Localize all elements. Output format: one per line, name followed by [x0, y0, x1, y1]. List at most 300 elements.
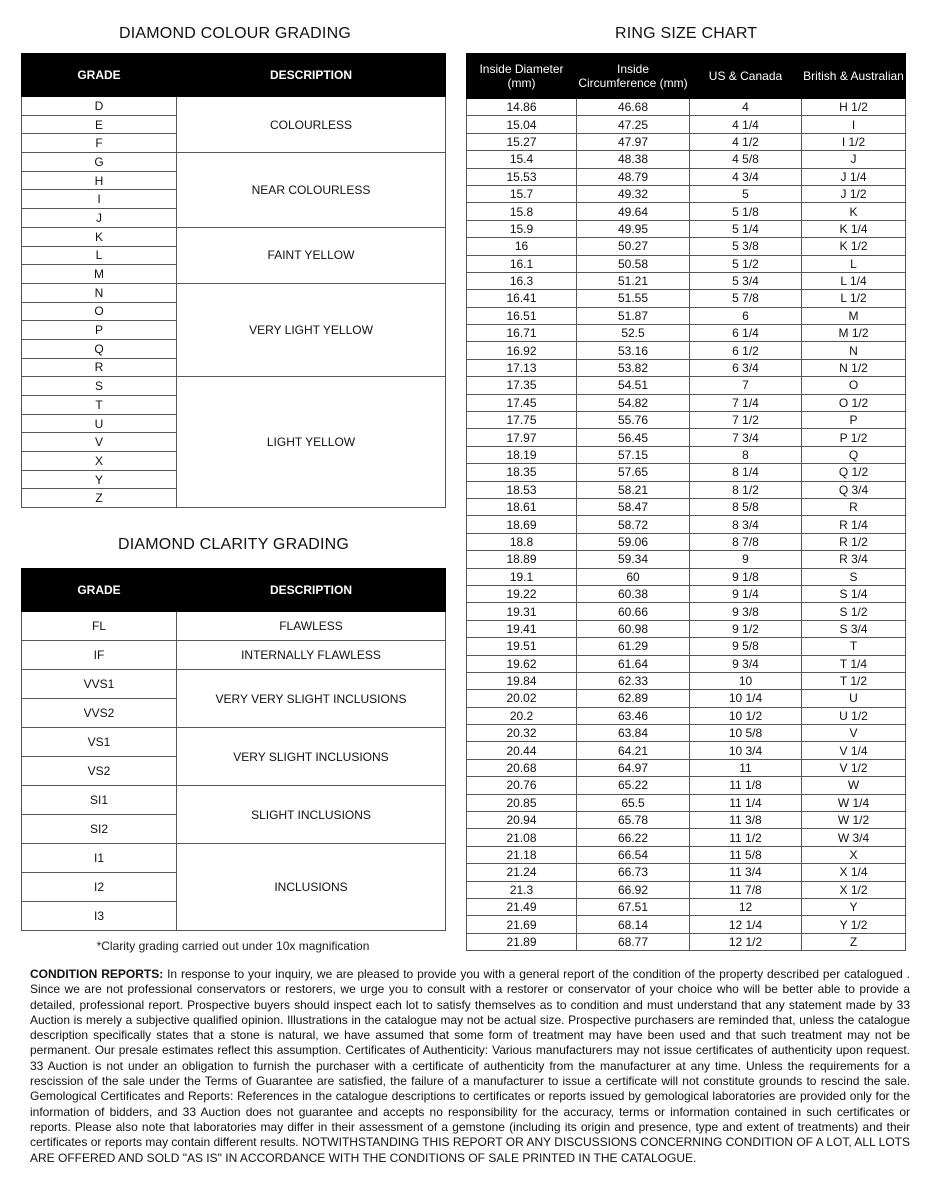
- colour-row: [22, 227, 446, 246]
- ring-us-canada-cell: 10 1/2: [690, 707, 802, 724]
- ring-diameter-cell: 16.51: [467, 307, 577, 324]
- ring-us-canada-cell: 8 3/4: [690, 516, 802, 533]
- colour-row: [22, 377, 446, 396]
- ring-us-canada-cell: 8 7/8: [690, 533, 802, 550]
- ring-us-canada-cell: 5 3/4: [690, 272, 802, 289]
- ring-us-canada-cell: 11 1/2: [690, 829, 802, 846]
- ring-british-australian-cell: K 1/4: [802, 220, 906, 237]
- ring-size-chart-title: RING SIZE CHART: [615, 25, 758, 42]
- ring-circumference-cell: 47.97: [577, 133, 690, 150]
- ring-diameter-cell: 16.41: [467, 290, 577, 307]
- ring-us-canada-cell: 9 1/8: [690, 568, 802, 585]
- colour-grade-cell: R: [22, 358, 177, 377]
- ring-diameter-cell: 15.4: [467, 151, 577, 168]
- colour-description-cell: NEAR COLOURLESS: [177, 153, 446, 228]
- clarity-footnote: *Clarity grading carried out under 10x magnification: [96, 939, 370, 953]
- ring-circumference-cell: 54.82: [577, 394, 690, 411]
- ring-circumference-cell: 60.38: [577, 585, 690, 602]
- ring-size-row: [467, 272, 906, 289]
- ring-us-canada-cell: 11 7/8: [690, 881, 802, 898]
- clarity-row: [22, 844, 446, 873]
- ring-circumference-cell: 68.77: [577, 933, 690, 950]
- ring-size-row: [467, 725, 906, 742]
- ring-circumference-cell: 65.78: [577, 812, 690, 829]
- ring-us-canada-cell: 10 3/4: [690, 742, 802, 759]
- clarity-grade-cell: I2: [22, 873, 177, 902]
- ring-size-row: [467, 551, 906, 568]
- ring-size-row: [467, 759, 906, 776]
- ring-diameter-cell: 19.1: [467, 568, 577, 585]
- ring-diameter-cell: 21.69: [467, 916, 577, 933]
- ring-diameter-cell: 16.71: [467, 325, 577, 342]
- ring-british-australian-cell: P: [802, 412, 906, 429]
- ring-us-canada-cell: 6 1/2: [690, 342, 802, 359]
- ring-british-australian-cell: T: [802, 638, 906, 655]
- clarity-description-cell: SLIGHT INCLUSIONS: [177, 786, 446, 844]
- colour-grade-cell: E: [22, 115, 177, 134]
- ring-size-row: [467, 603, 906, 620]
- ring-diameter-cell: 15.27: [467, 133, 577, 150]
- ring-size-row: [467, 151, 906, 168]
- condition-reports-text: In response to your inquiry, we are pleased to provide you with a general report of the condition of the property described per catalogued . Since we are not professional conservators or restorers, we urge you to consult with a restorer or conservator of your choice who will be better able to provide a detailed, professional report. Prospective buyers should inspect each lot to satisfy themselves as to condition and must understand that any statement made by 33 Auction is merely a subjective qualified opinion. Illustrations in the catalogue may not be actual size. Prospective purchasers are reminded that, unless the catalogue description specifically states that a stone is natural, we have assumed that some form of treatment may have been used and that such treatment may not be permanent. Our presale estimates reflect this assumption. Certificates of Authenticity: Various manufacturers may not issue certificates of authenticity upon request. 33 Auction is not under an obligation to furnish the purchaser with a certificate of authenticity from the manufacturer at any time. Unless the requirements for a rescission of the sale under the Terms of Guarantee are satisfied, the failure of a manufacturer to issue a certificate will not constitute grounds to rescind the sale. Gemological Certificates and Reports: References in the catalogue descriptions to certificates or reports issued by gemological laboratories are provided only for the information of bidders, and 33 Auction does not guarantee and accepts no responsibility for the accuracy, terms or information contained in such certificates or reports. Please also note that laboratories may differ in their assessment of a gemstone (including its origin and presence, type and extent of treatments) and their certificates or reports may contain different results. NOTWITHSTANDING THIS REPORT OR ANY DISCUSSIONS CONCERNING CONDITION OF A LOT, ALL LOTS ARE OFFERED AND SOLD "AS IS" IN ACCORDANCE WITH THE CONDITIONS OF SALE PRINTED IN THE CATALOGUE.: [30, 967, 911, 1165]
- ring-circumference-cell: 65.22: [577, 777, 690, 794]
- ring-british-australian-cell: J 1/4: [802, 168, 906, 185]
- clarity-grade-cell: FL: [22, 612, 177, 641]
- ring-diameter-cell: 17.75: [467, 412, 577, 429]
- clarity-description-cell: INCLUSIONS: [177, 844, 446, 931]
- ring-british-australian-cell: Q 1/2: [802, 464, 906, 481]
- ring-diameter-cell: 20.85: [467, 794, 577, 811]
- ring-us-canada-cell: 11 1/8: [690, 777, 802, 794]
- ring-diameter-cell: 19.41: [467, 620, 577, 637]
- colour-description-cell: LIGHT YELLOW: [177, 377, 446, 508]
- ring-size-row: [467, 742, 906, 759]
- ring-size-table: [466, 53, 906, 951]
- ring-us-canada-cell: 7: [690, 377, 802, 394]
- colour-grade-cell: O: [22, 302, 177, 321]
- ring-circumference-cell: 53.16: [577, 342, 690, 359]
- ring-size-row: [467, 620, 906, 637]
- ring-diameter-cell: 15.53: [467, 168, 577, 185]
- ring-british-australian-cell: R: [802, 498, 906, 515]
- clarity-grade-cell: I3: [22, 902, 177, 931]
- ring-british-australian-cell: V 1/2: [802, 759, 906, 776]
- ring-diameter-cell: 17.97: [467, 429, 577, 446]
- ring-diameter-cell: 18.53: [467, 481, 577, 498]
- ring-diameter-cell: 14.86: [467, 99, 577, 116]
- ring-us-canada-cell: 6: [690, 307, 802, 324]
- ring-us-canada-cell: 7 1/2: [690, 412, 802, 429]
- ring-diameter-cell: 20.44: [467, 742, 577, 759]
- ring-header-us-canada: US & Canada: [690, 54, 802, 99]
- ring-british-australian-cell: L 1/4: [802, 272, 906, 289]
- ring-us-canada-cell: 10 5/8: [690, 725, 802, 742]
- ring-british-australian-cell: L: [802, 255, 906, 272]
- ring-size-row: [467, 707, 906, 724]
- colour-grading-table: [21, 53, 446, 508]
- ring-us-canada-cell: 8: [690, 446, 802, 463]
- ring-circumference-cell: 66.22: [577, 829, 690, 846]
- ring-diameter-cell: 20.32: [467, 725, 577, 742]
- colour-grade-cell: X: [22, 452, 177, 471]
- ring-size-row: [467, 585, 906, 602]
- ring-diameter-cell: 20.2: [467, 707, 577, 724]
- ring-size-row: [467, 446, 906, 463]
- clarity-header-description: DESCRIPTION: [177, 569, 446, 612]
- ring-size-row: [467, 829, 906, 846]
- ring-british-australian-cell: W 1/2: [802, 812, 906, 829]
- ring-diameter-cell: 19.84: [467, 672, 577, 689]
- colour-row: [22, 283, 446, 302]
- ring-circumference-cell: 54.51: [577, 377, 690, 394]
- ring-british-australian-cell: T 1/2: [802, 672, 906, 689]
- ring-size-row: [467, 794, 906, 811]
- colour-description-cell: COLOURLESS: [177, 97, 446, 153]
- ring-circumference-cell: 51.21: [577, 272, 690, 289]
- ring-us-canada-cell: 11 3/4: [690, 864, 802, 881]
- ring-british-australian-cell: V 1/4: [802, 742, 906, 759]
- clarity-description-cell: INTERNALLY FLAWLESS: [177, 641, 446, 670]
- ring-british-australian-cell: J 1/2: [802, 185, 906, 202]
- clarity-grading-table: [21, 568, 446, 931]
- ring-british-australian-cell: Q: [802, 446, 906, 463]
- ring-british-australian-cell: U: [802, 690, 906, 707]
- ring-size-row: [467, 638, 906, 655]
- ring-size-row: [467, 481, 906, 498]
- ring-circumference-cell: 49.64: [577, 203, 690, 220]
- ring-british-australian-cell: T 1/4: [802, 655, 906, 672]
- ring-diameter-cell: 17.35: [467, 377, 577, 394]
- colour-header-grade: GRADE: [22, 54, 177, 97]
- ring-us-canada-cell: 5 7/8: [690, 290, 802, 307]
- ring-us-canada-cell: 4: [690, 99, 802, 116]
- ring-diameter-cell: 19.51: [467, 638, 577, 655]
- ring-circumference-cell: 61.64: [577, 655, 690, 672]
- ring-circumference-cell: 58.72: [577, 516, 690, 533]
- ring-circumference-cell: 57.15: [577, 446, 690, 463]
- ring-us-canada-cell: 8 1/2: [690, 481, 802, 498]
- ring-diameter-cell: 20.76: [467, 777, 577, 794]
- ring-us-canada-cell: 9 3/8: [690, 603, 802, 620]
- ring-diameter-cell: 16.92: [467, 342, 577, 359]
- ring-diameter-cell: 16.3: [467, 272, 577, 289]
- condition-reports-label: CONDITION REPORTS:: [30, 967, 164, 981]
- clarity-grade-cell: VS1: [22, 728, 177, 757]
- ring-british-australian-cell: J: [802, 151, 906, 168]
- ring-size-row: [467, 203, 906, 220]
- ring-british-australian-cell: P 1/2: [802, 429, 906, 446]
- ring-us-canada-cell: 9: [690, 551, 802, 568]
- colour-grade-cell: T: [22, 396, 177, 415]
- ring-size-row: [467, 238, 906, 255]
- ring-british-australian-cell: S: [802, 568, 906, 585]
- ring-circumference-cell: 65.5: [577, 794, 690, 811]
- ring-size-row: [467, 812, 906, 829]
- clarity-description-cell: VERY SLIGHT INCLUSIONS: [177, 728, 446, 786]
- ring-diameter-cell: 21.49: [467, 898, 577, 915]
- colour-grade-cell: U: [22, 414, 177, 433]
- ring-circumference-cell: 59.06: [577, 533, 690, 550]
- ring-british-australian-cell: N 1/2: [802, 359, 906, 376]
- ring-circumference-cell: 48.79: [577, 168, 690, 185]
- ring-british-australian-cell: X 1/2: [802, 881, 906, 898]
- ring-circumference-cell: 64.97: [577, 759, 690, 776]
- ring-size-row: [467, 220, 906, 237]
- ring-diameter-cell: 21.3: [467, 881, 577, 898]
- ring-circumference-cell: 64.21: [577, 742, 690, 759]
- colour-grade-cell: Z: [22, 489, 177, 508]
- ring-header-british-australian: British & Australian: [802, 54, 906, 99]
- ring-diameter-cell: 16.1: [467, 255, 577, 272]
- ring-us-canada-cell: 11 5/8: [690, 846, 802, 863]
- ring-us-canada-cell: 5 1/8: [690, 203, 802, 220]
- clarity-header-grade: GRADE: [22, 569, 177, 612]
- ring-size-row: [467, 777, 906, 794]
- ring-circumference-cell: 59.34: [577, 551, 690, 568]
- ring-us-canada-cell: 10: [690, 672, 802, 689]
- colour-table-header-row: [22, 54, 446, 97]
- clarity-row: [22, 728, 446, 757]
- ring-british-australian-cell: Y 1/2: [802, 916, 906, 933]
- ring-diameter-cell: 15.7: [467, 185, 577, 202]
- ring-circumference-cell: 58.47: [577, 498, 690, 515]
- ring-size-row: [467, 99, 906, 116]
- ring-british-australian-cell: W: [802, 777, 906, 794]
- ring-british-australian-cell: L 1/2: [802, 290, 906, 307]
- ring-circumference-cell: 50.58: [577, 255, 690, 272]
- ring-size-row: [467, 255, 906, 272]
- ring-us-canada-cell: 9 1/4: [690, 585, 802, 602]
- ring-size-row: [467, 881, 906, 898]
- ring-us-canada-cell: 12 1/2: [690, 933, 802, 950]
- ring-us-canada-cell: 8 1/4: [690, 464, 802, 481]
- ring-diameter-cell: 21.18: [467, 846, 577, 863]
- ring-size-row: [467, 359, 906, 376]
- ring-size-row: [467, 394, 906, 411]
- ring-size-row: [467, 464, 906, 481]
- ring-british-australian-cell: I 1/2: [802, 133, 906, 150]
- ring-us-canada-cell: 4 1/2: [690, 133, 802, 150]
- clarity-description-cell: FLAWLESS: [177, 612, 446, 641]
- clarity-grade-cell: IF: [22, 641, 177, 670]
- ring-us-canada-cell: 5 1/4: [690, 220, 802, 237]
- ring-british-australian-cell: M 1/2: [802, 325, 906, 342]
- ring-size-row: [467, 342, 906, 359]
- colour-description-cell: FAINT YELLOW: [177, 227, 446, 283]
- ring-circumference-cell: 66.73: [577, 864, 690, 881]
- ring-circumference-cell: 49.95: [577, 220, 690, 237]
- clarity-description-cell: VERY VERY SLIGHT INCLUSIONS: [177, 670, 446, 728]
- ring-circumference-cell: 63.46: [577, 707, 690, 724]
- ring-size-row: [467, 377, 906, 394]
- ring-british-australian-cell: R 3/4: [802, 551, 906, 568]
- ring-size-row: [467, 116, 906, 133]
- ring-size-row: [467, 185, 906, 202]
- ring-size-row: [467, 864, 906, 881]
- ring-diameter-cell: 18.19: [467, 446, 577, 463]
- ring-circumference-cell: 62.89: [577, 690, 690, 707]
- clarity-table-header-row: [22, 569, 446, 612]
- ring-circumference-cell: 55.76: [577, 412, 690, 429]
- ring-circumference-cell: 50.27: [577, 238, 690, 255]
- ring-diameter-cell: 19.31: [467, 603, 577, 620]
- ring-diameter-cell: 18.89: [467, 551, 577, 568]
- ring-british-australian-cell: H 1/2: [802, 99, 906, 116]
- ring-circumference-cell: 60.66: [577, 603, 690, 620]
- ring-diameter-cell: 19.62: [467, 655, 577, 672]
- colour-grade-cell: S: [22, 377, 177, 396]
- ring-circumference-cell: 46.68: [577, 99, 690, 116]
- ring-british-australian-cell: U 1/2: [802, 707, 906, 724]
- ring-diameter-cell: 19.22: [467, 585, 577, 602]
- colour-grade-cell: H: [22, 171, 177, 190]
- colour-grade-cell: F: [22, 134, 177, 153]
- ring-diameter-cell: 21.08: [467, 829, 577, 846]
- ring-british-australian-cell: X: [802, 846, 906, 863]
- ring-size-row: [467, 690, 906, 707]
- clarity-row: [22, 641, 446, 670]
- ring-british-australian-cell: O 1/2: [802, 394, 906, 411]
- clarity-grading-title: DIAMOND CLARITY GRADING: [118, 536, 349, 553]
- colour-grade-cell: I: [22, 190, 177, 209]
- ring-us-canada-cell: 4 3/4: [690, 168, 802, 185]
- ring-us-canada-cell: 9 5/8: [690, 638, 802, 655]
- ring-circumference-cell: 52.5: [577, 325, 690, 342]
- ring-diameter-cell: 20.68: [467, 759, 577, 776]
- clarity-grade-cell: I1: [22, 844, 177, 873]
- clarity-row: [22, 786, 446, 815]
- ring-circumference-cell: 49.32: [577, 185, 690, 202]
- colour-grade-cell: G: [22, 153, 177, 172]
- ring-us-canada-cell: 9 3/4: [690, 655, 802, 672]
- ring-british-australian-cell: V: [802, 725, 906, 742]
- ring-diameter-cell: 16: [467, 238, 577, 255]
- ring-size-row: [467, 429, 906, 446]
- ring-british-australian-cell: S 1/2: [802, 603, 906, 620]
- ring-size-row: [467, 307, 906, 324]
- ring-us-canada-cell: 12 1/4: [690, 916, 802, 933]
- ring-diameter-cell: 20.94: [467, 812, 577, 829]
- ring-diameter-cell: 15.04: [467, 116, 577, 133]
- ring-diameter-cell: 17.45: [467, 394, 577, 411]
- ring-table-header-row: [467, 54, 906, 99]
- ring-circumference-cell: 66.54: [577, 846, 690, 863]
- ring-diameter-cell: 18.61: [467, 498, 577, 515]
- ring-diameter-cell: 18.69: [467, 516, 577, 533]
- ring-us-canada-cell: 9 1/2: [690, 620, 802, 637]
- colour-grade-cell: Q: [22, 339, 177, 358]
- ring-circumference-cell: 68.14: [577, 916, 690, 933]
- ring-size-row: [467, 655, 906, 672]
- colour-grade-cell: N: [22, 283, 177, 302]
- colour-description-cell: VERY LIGHT YELLOW: [177, 283, 446, 376]
- colour-grade-cell: D: [22, 97, 177, 116]
- ring-header-diameter: Inside Diameter (mm): [467, 54, 577, 99]
- colour-grade-cell: V: [22, 433, 177, 452]
- clarity-grade-cell: VVS1: [22, 670, 177, 699]
- ring-us-canada-cell: 11: [690, 759, 802, 776]
- colour-grade-cell: M: [22, 265, 177, 284]
- ring-british-australian-cell: K 1/2: [802, 238, 906, 255]
- ring-us-canada-cell: 11 1/4: [690, 794, 802, 811]
- ring-size-row: [467, 168, 906, 185]
- ring-british-australian-cell: I: [802, 116, 906, 133]
- ring-size-row: [467, 672, 906, 689]
- ring-circumference-cell: 60.98: [577, 620, 690, 637]
- ring-us-canada-cell: 7 3/4: [690, 429, 802, 446]
- clarity-grade-cell: SI2: [22, 815, 177, 844]
- ring-circumference-cell: 61.29: [577, 638, 690, 655]
- ring-size-row: [467, 290, 906, 307]
- ring-diameter-cell: 20.02: [467, 690, 577, 707]
- ring-british-australian-cell: W 3/4: [802, 829, 906, 846]
- ring-british-australian-cell: Z: [802, 933, 906, 950]
- ring-circumference-cell: 47.25: [577, 116, 690, 133]
- ring-british-australian-cell: S 1/4: [802, 585, 906, 602]
- ring-us-canada-cell: 12: [690, 898, 802, 915]
- ring-us-canada-cell: 11 3/8: [690, 812, 802, 829]
- clarity-grade-cell: VS2: [22, 757, 177, 786]
- ring-us-canada-cell: 6 1/4: [690, 325, 802, 342]
- clarity-row: [22, 670, 446, 699]
- colour-header-description: DESCRIPTION: [177, 54, 446, 97]
- ring-circumference-cell: 48.38: [577, 151, 690, 168]
- ring-circumference-cell: 57.65: [577, 464, 690, 481]
- ring-us-canada-cell: 6 3/4: [690, 359, 802, 376]
- ring-size-row: [467, 533, 906, 550]
- colour-grade-cell: P: [22, 321, 177, 340]
- ring-size-row: [467, 325, 906, 342]
- ring-size-row: [467, 846, 906, 863]
- ring-british-australian-cell: N: [802, 342, 906, 359]
- ring-british-australian-cell: K: [802, 203, 906, 220]
- ring-diameter-cell: 18.35: [467, 464, 577, 481]
- ring-us-canada-cell: 5: [690, 185, 802, 202]
- ring-circumference-cell: 51.55: [577, 290, 690, 307]
- ring-british-australian-cell: R 1/2: [802, 533, 906, 550]
- colour-grade-cell: J: [22, 209, 177, 228]
- ring-circumference-cell: 67.51: [577, 898, 690, 915]
- ring-diameter-cell: 21.89: [467, 933, 577, 950]
- ring-size-row: [467, 898, 906, 915]
- ring-circumference-cell: 51.87: [577, 307, 690, 324]
- ring-diameter-cell: 15.9: [467, 220, 577, 237]
- ring-us-canada-cell: 10 1/4: [690, 690, 802, 707]
- ring-us-canada-cell: 5 3/8: [690, 238, 802, 255]
- clarity-row: [22, 612, 446, 641]
- ring-circumference-cell: 53.82: [577, 359, 690, 376]
- ring-size-row: [467, 133, 906, 150]
- ring-british-australian-cell: O: [802, 377, 906, 394]
- colour-grade-cell: Y: [22, 470, 177, 489]
- ring-diameter-cell: 15.8: [467, 203, 577, 220]
- ring-header-circumference: Inside Circumference (mm): [577, 54, 690, 99]
- ring-us-canada-cell: 5 1/2: [690, 255, 802, 272]
- ring-circumference-cell: 63.84: [577, 725, 690, 742]
- ring-us-canada-cell: 7 1/4: [690, 394, 802, 411]
- ring-size-row: [467, 568, 906, 585]
- ring-size-row: [467, 916, 906, 933]
- ring-size-row: [467, 412, 906, 429]
- ring-us-canada-cell: 4 5/8: [690, 151, 802, 168]
- clarity-grade-cell: SI1: [22, 786, 177, 815]
- colour-grade-cell: L: [22, 246, 177, 265]
- ring-british-australian-cell: X 1/4: [802, 864, 906, 881]
- colour-grade-cell: K: [22, 227, 177, 246]
- ring-diameter-cell: 18.8: [467, 533, 577, 550]
- ring-us-canada-cell: 4 1/4: [690, 116, 802, 133]
- ring-british-australian-cell: Q 3/4: [802, 481, 906, 498]
